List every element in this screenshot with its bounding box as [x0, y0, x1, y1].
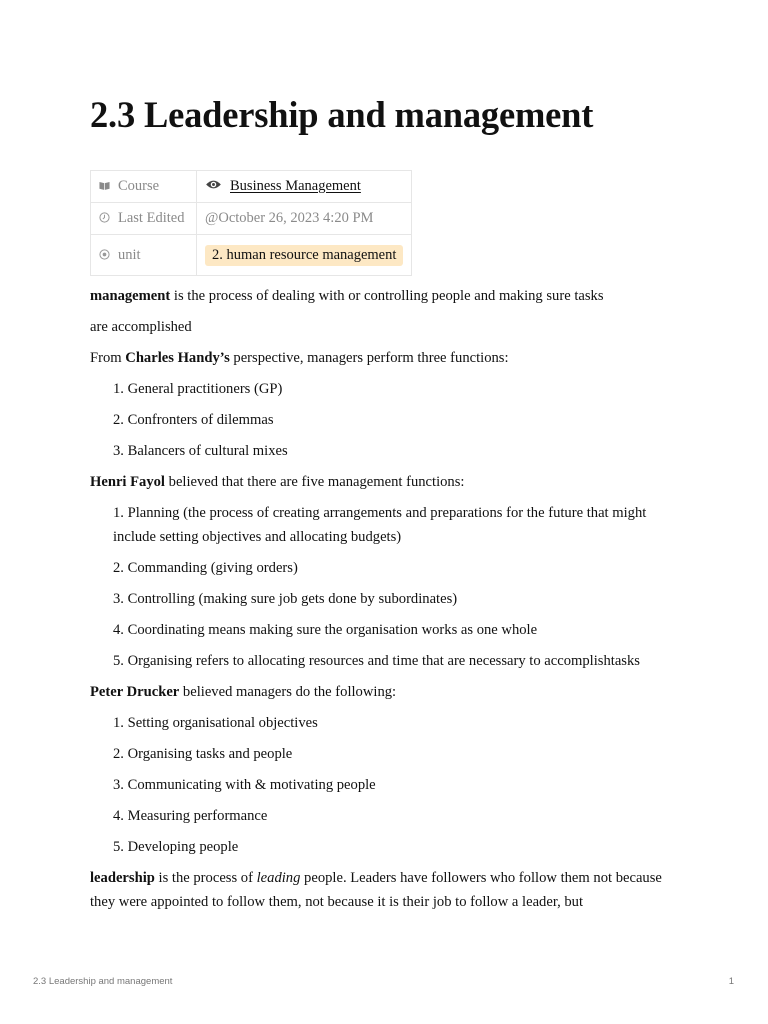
bold-term: management — [90, 288, 171, 304]
paragraph-text: are accomplished — [90, 319, 192, 335]
property-value-cell — [197, 235, 412, 276]
list-item: 1. Setting organisational objectives — [113, 715, 318, 731]
footer-title: 2.3 Leadership and management — [33, 976, 173, 987]
eye-icon — [205, 179, 222, 190]
property-label-course: Course — [118, 178, 160, 194]
drucker-functions-list — [90, 711, 690, 859]
list-item: 1. General practitioners (GP) — [113, 381, 283, 397]
clock-icon — [99, 212, 110, 223]
book-icon — [99, 180, 110, 191]
course-link[interactable]: Business Management — [230, 178, 361, 194]
paragraph — [90, 315, 690, 339]
list-item: 5. Organising refers to allocating resources and time that are necessary to accomplishtasks — [113, 653, 640, 669]
list-item: 1. Planning (the process of creating arrangements and preparations for the future that might include setting objectives and allocating budgets) — [113, 505, 647, 545]
list-item: 2. Confronters of dilemmas — [113, 412, 274, 428]
properties-table — [90, 170, 412, 276]
property-label-last-edited: Last Edited — [118, 210, 185, 226]
bold-term: leadership — [90, 870, 155, 886]
paragraph-text: believed that there are five management functions: — [165, 474, 465, 490]
list-item: 5. Developing people — [113, 839, 239, 855]
bold-term: Henri Fayol — [90, 474, 165, 490]
radio-icon — [99, 249, 110, 260]
property-name-cell — [91, 235, 197, 276]
list-item: 4. Measuring performance — [113, 808, 268, 824]
paragraph — [90, 470, 690, 494]
bold-term: Peter Drucker — [90, 684, 180, 700]
paragraph — [90, 346, 690, 370]
property-value-cell — [197, 171, 412, 203]
fayol-functions-list — [90, 501, 690, 673]
property-row-unit — [91, 235, 412, 276]
last-edited-value: @October 26, 2023 4:20 PM — [197, 203, 412, 235]
list-item: 3. Controlling (making sure job gets done by subordinates) — [113, 591, 458, 607]
page-title: 2.3 Leadership and management — [90, 94, 594, 135]
list-item: 3. Communicating with & motivating people — [113, 777, 376, 793]
paragraph — [90, 284, 690, 308]
property-row-course — [91, 171, 412, 203]
italic-term: leading — [256, 870, 301, 886]
paragraph-text: is the process of — [154, 870, 257, 886]
page-number: 1 — [728, 976, 734, 987]
list-item: 4. Coordinating means making sure the organisation works as one whole — [113, 622, 538, 638]
paragraph-text: believed managers do the following: — [179, 684, 397, 700]
property-name-cell — [91, 203, 197, 235]
paragraph — [90, 680, 690, 704]
handy-functions-list — [90, 377, 690, 463]
list-item: 2. Commanding (giving orders) — [113, 560, 298, 576]
list-item: 2. Organising tasks and people — [113, 746, 293, 762]
property-label-unit: unit — [118, 246, 141, 263]
paragraph-text: is the process of dealing with or controlling people and making sure tasks — [170, 288, 604, 304]
paragraph-text: people. Leaders have followers who follow them not because they were appointed to follow them, not because it is their job to follow a leader, but — [90, 870, 662, 910]
property-name-cell — [91, 171, 197, 203]
paragraph-text: From — [90, 350, 126, 366]
paragraph — [90, 866, 690, 914]
bold-term: Charles Handy’s — [125, 350, 230, 366]
list-item: 3. Balancers of cultural mixes — [113, 443, 288, 459]
property-row-last-edited — [91, 203, 412, 235]
page-content — [90, 284, 690, 921]
paragraph-text: perspective, managers perform three functions: — [229, 350, 509, 366]
unit-tag[interactable]: 2. human resource management — [205, 245, 403, 266]
